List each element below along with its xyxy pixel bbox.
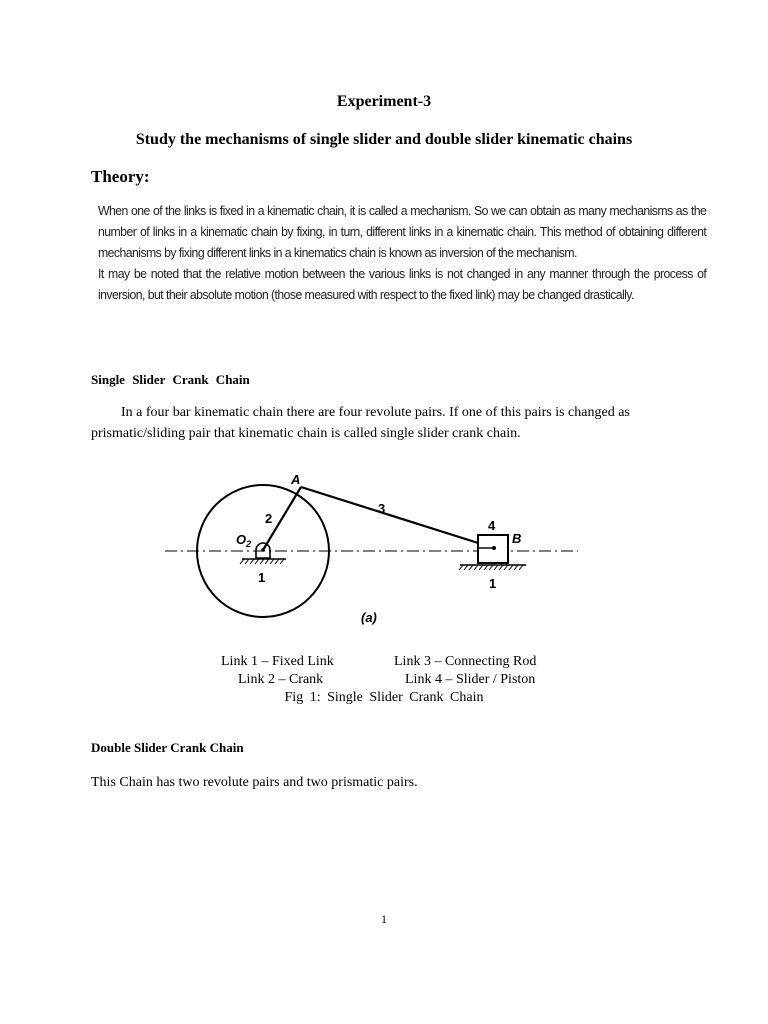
theory-text-block [98, 200, 706, 305]
legend-link-1: Link 1 – Fixed Link [221, 654, 334, 669]
double-slider-heading: Double Slider Crank Chain [91, 740, 244, 755]
label-ground-left: 1 [258, 570, 266, 585]
label-link-2: 2 [265, 511, 273, 526]
theory-paragraph-2: It may be noted that the relative motion between the various links is not changed in any manner through the process of inversion, but their absolute motion (those measured with respect to the fixed link) may be changed drastically. [98, 266, 707, 302]
legend-link-2: Link 2 – Crank [238, 672, 324, 687]
legend-link-3: Link 3 – Connecting Rod [394, 654, 537, 669]
double-slider-paragraph: This Chain has two revolute pairs and two prismatic pairs. [91, 775, 418, 790]
page-title: Experiment-3 [336, 93, 432, 110]
single-slider-paragraph [91, 402, 711, 444]
label-ground-right: 1 [489, 576, 497, 591]
connecting-rod-link [301, 487, 494, 548]
legend-link-4: Link 4 – Slider / Piston [405, 672, 536, 687]
label-panel-a: (a) [361, 610, 377, 625]
theory-heading: Theory: [91, 167, 150, 186]
single-slider-text: In a four bar kinematic chain there are four revolute pairs. If one of this pairs is changed as prismatic/sliding pair that kinematic chain is called single slider crank chain. [91, 405, 630, 441]
single-slider-heading: Single Slider Crank Chain [91, 372, 250, 387]
figure-legend [0, 653, 768, 689]
label-point-b: B [512, 531, 522, 546]
page-subtitle: Study the mechanisms of single slider and double slider kinematic chains [135, 131, 633, 148]
figure-caption: Fig 1: Single Slider Crank Chain [284, 690, 484, 705]
label-point-a: A [291, 472, 301, 487]
label-link-3: 3 [378, 501, 386, 516]
label-pivot-o2: $O_2$ [236, 532, 252, 549]
page-number: 1 [381, 912, 387, 926]
label-link-4: 4 [488, 518, 496, 533]
slider-crank-diagram [160, 462, 590, 637]
theory-paragraph-1: When one of the links is fixed in a kinematic chain, it is called a mechanism. So we can obtain as many mechanisms as the number of links in a kinematic chain by fixing, in turn, different links in a kinematic chain. This method of obtaining different mechanisms by fixing different links in a kinematics chain is known as inversion of the mechanism. [98, 203, 707, 260]
